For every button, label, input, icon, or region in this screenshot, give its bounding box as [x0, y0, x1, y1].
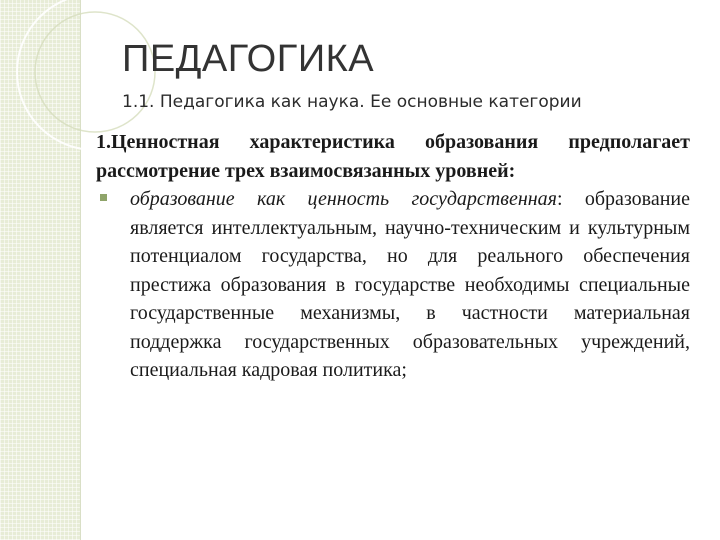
slide-subtitle: 1.1. Педагогика как наука. Ее основные категории — [122, 92, 582, 112]
list-item-term: образование как ценность государственная — [130, 188, 557, 210]
square-bullet-icon — [100, 194, 107, 201]
list-item — [96, 185, 690, 385]
slide-title: ПЕДАГОГИКА — [122, 38, 375, 80]
lead-paragraph: 1.Ценностная характеристика образования предполагает рассмотрение трех взаимосвязанных уровней: — [96, 131, 690, 182]
list-item-text: : образование является интеллектуальным, научно-техническим и культурным потенциалом государства, но для реального обеспечения престижа образования в государстве необходимы специальные государственные механизмы, в частности материальная поддержка государственных образовательных учреждений, специальная кадровая политика; — [130, 188, 691, 381]
slide-content — [96, 128, 690, 385]
